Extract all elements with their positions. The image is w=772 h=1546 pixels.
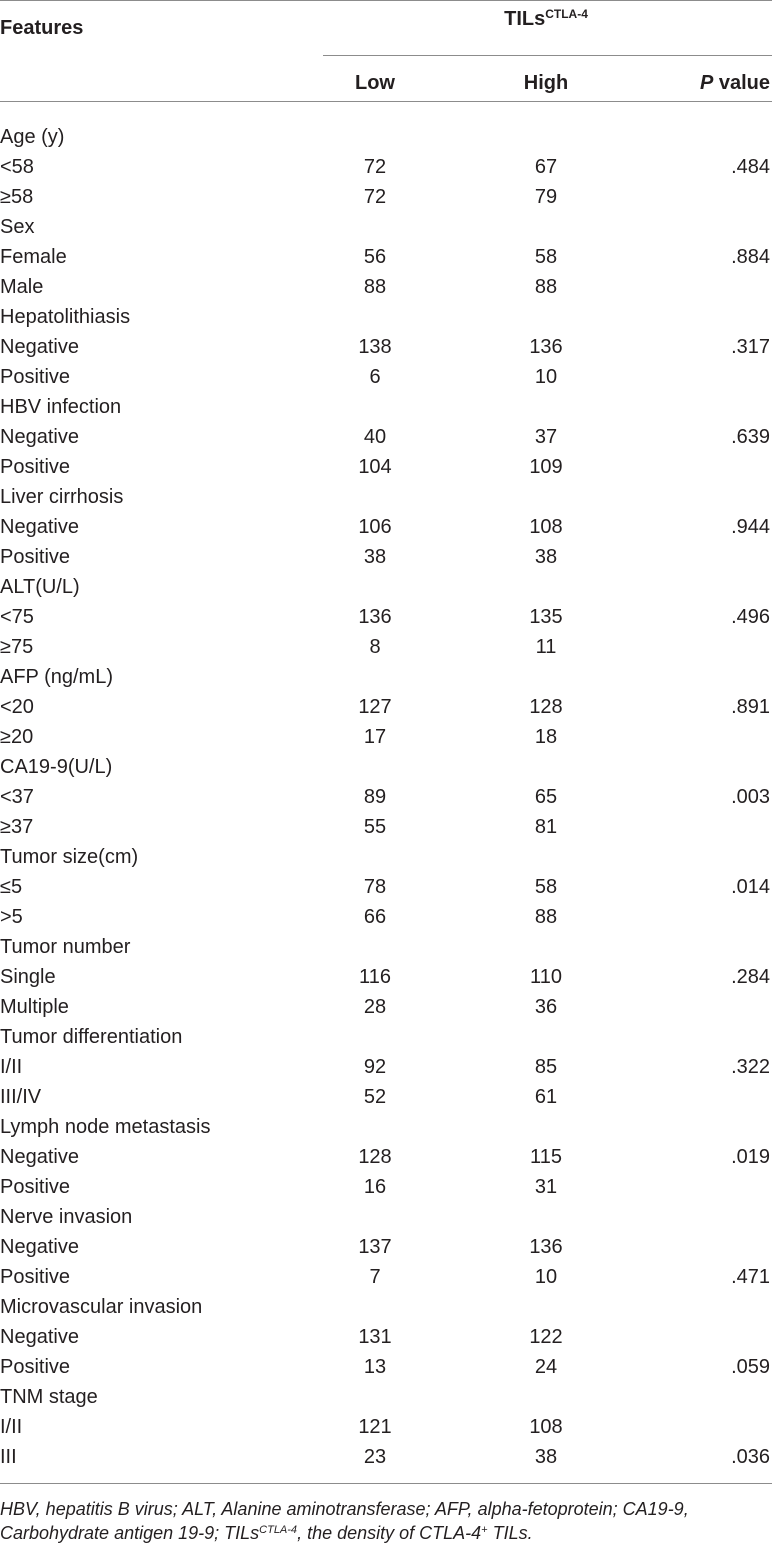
table-row (0, 902, 772, 932)
row-label: Positive (0, 1176, 71, 1198)
table-row (0, 1352, 772, 1382)
table-row (0, 932, 772, 962)
row-label: <75 (0, 606, 34, 628)
row-label: TNM stage (0, 1386, 98, 1408)
cell-high: 58 (534, 876, 558, 898)
cell-high: 31 (534, 1176, 558, 1198)
cell-high: 135 (529, 606, 563, 628)
row-label: <37 (0, 786, 34, 808)
table-row (0, 512, 772, 542)
header-features: Features (0, 17, 84, 39)
table-row (0, 632, 772, 662)
row-label: Positive (0, 1266, 71, 1288)
cell-low: 92 (363, 1056, 387, 1078)
cell-high: 36 (534, 996, 558, 1018)
cell-p-value: .944 (731, 516, 770, 538)
row-label: AFP (ng/mL) (0, 666, 113, 688)
row-label: ALT(U/L) (0, 576, 80, 598)
cell-p-value: .891 (731, 696, 770, 718)
header-high: High (523, 72, 569, 94)
row-label: Positive (0, 1356, 71, 1378)
cell-low: 88 (363, 276, 387, 298)
row-label: Male (0, 276, 44, 298)
cell-low: 28 (363, 996, 387, 1018)
row-label: CA19-9(U/L) (0, 756, 113, 778)
table-footnote (0, 1497, 772, 1545)
table-row (0, 782, 772, 812)
cell-low: 106 (358, 516, 392, 538)
row-label: Lymph node metastasis (0, 1116, 211, 1138)
table-row (0, 1322, 772, 1352)
footnote-text-1: HBV, hepatitis B virus; ALT, Alanine aminotransferase; AFP, alpha-fetoprotein; CA19-9, Carbohydrate antigen 19-9; TILs (0, 1499, 689, 1543)
cell-low: 38 (363, 546, 387, 568)
header-tils-group (504, 7, 588, 31)
group-header-rule (323, 55, 772, 56)
table-row (0, 152, 772, 182)
header-tils-main: TILs (504, 8, 546, 30)
row-label: Negative (0, 426, 79, 448)
row-label: ≥20 (0, 726, 34, 748)
row-label: ≤5 (0, 876, 23, 898)
table-row (0, 272, 772, 302)
table-row (0, 842, 772, 872)
row-label: Female (0, 246, 67, 268)
cell-p-value: .036 (731, 1446, 770, 1468)
cell-p-value: .059 (731, 1356, 770, 1378)
table-row (0, 872, 772, 902)
cell-low: 17 (363, 726, 387, 748)
cell-p-value: .014 (731, 876, 770, 898)
cell-low: 116 (359, 966, 391, 988)
table-row (0, 962, 772, 992)
cell-high: 65 (534, 786, 558, 808)
table-row (0, 572, 772, 602)
row-label: Tumor size(cm) (0, 846, 139, 868)
cell-high: 136 (529, 336, 563, 358)
table-row (0, 722, 772, 752)
top-rule (0, 0, 772, 1)
cell-high: 67 (534, 156, 558, 178)
cell-high: 109 (529, 456, 563, 478)
cell-high: 37 (534, 426, 558, 448)
row-label: Hepatolithiasis (0, 306, 131, 328)
row-label: Negative (0, 336, 79, 358)
cell-high: 79 (534, 186, 558, 208)
row-label: Positive (0, 366, 71, 388)
table-row (0, 992, 772, 1022)
table-row (0, 1082, 772, 1112)
cell-low: 137 (358, 1236, 392, 1258)
cell-low: 13 (363, 1356, 387, 1378)
row-label: Age (y) (0, 126, 65, 148)
cell-low: 72 (363, 156, 387, 178)
row-label: ≥58 (0, 186, 34, 208)
cell-p-value: .317 (731, 336, 770, 358)
row-label: Tumor differentiation (0, 1026, 183, 1048)
cell-high: 122 (529, 1326, 563, 1348)
cell-high: 10 (534, 1266, 558, 1288)
cell-low: 128 (358, 1146, 392, 1168)
cell-high: 88 (534, 276, 558, 298)
table-row (0, 122, 772, 152)
table-row (0, 1112, 772, 1142)
bottom-rule (0, 1483, 772, 1484)
table-row (0, 212, 772, 242)
row-label: Nerve invasion (0, 1206, 133, 1228)
row-label: III (0, 1446, 17, 1468)
cell-high: 88 (534, 906, 558, 928)
cell-low: 138 (358, 336, 392, 358)
cell-high: 85 (534, 1056, 558, 1078)
table-row (0, 182, 772, 212)
cell-low: 40 (363, 426, 387, 448)
row-label: Single (0, 966, 56, 988)
row-label: Sex (0, 216, 35, 238)
table-row (0, 1022, 772, 1052)
table-row (0, 1142, 772, 1172)
cell-low: 131 (358, 1326, 392, 1348)
cell-high: 110 (530, 966, 562, 988)
header-p-value (700, 71, 770, 95)
cell-low: 127 (358, 696, 392, 718)
cell-low: 78 (363, 876, 387, 898)
cell-p-value: .884 (731, 246, 770, 268)
row-label: HBV infection (0, 396, 122, 418)
cell-p-value: .003 (731, 786, 770, 808)
cell-p-value: .471 (731, 1266, 770, 1288)
table-row (0, 602, 772, 632)
table-row (0, 482, 772, 512)
cell-high: 81 (534, 816, 558, 838)
table-row (0, 1202, 772, 1232)
row-label: III/IV (0, 1086, 42, 1108)
cell-low: 55 (363, 816, 387, 838)
cell-high: 38 (534, 546, 558, 568)
row-label: Tumor number (0, 936, 131, 958)
cell-high: 38 (534, 1446, 558, 1468)
table-row (0, 362, 772, 392)
table-row (0, 1052, 772, 1082)
row-label: Positive (0, 456, 71, 478)
row-label: Liver cirrhosis (0, 486, 124, 508)
row-label: >5 (0, 906, 23, 928)
table-row (0, 662, 772, 692)
table-row (0, 332, 772, 362)
cell-p-value: .484 (731, 156, 770, 178)
footnote-sup-1: CTLA-4 (259, 1524, 298, 1536)
row-label: Negative (0, 1236, 79, 1258)
row-label: <20 (0, 696, 34, 718)
cell-low: 72 (363, 186, 387, 208)
table-row (0, 242, 772, 272)
cell-high: 115 (530, 1146, 562, 1168)
table-row (0, 1382, 772, 1412)
row-label: ≥37 (0, 816, 34, 838)
cell-p-value: .496 (731, 606, 770, 628)
cell-low: 56 (363, 246, 387, 268)
cell-p-value: .322 (731, 1056, 770, 1078)
table-row (0, 392, 772, 422)
cell-high: 108 (529, 1416, 563, 1438)
footnote-text-2: , the density of CTLA-4 (297, 1523, 482, 1543)
cell-high: 10 (534, 366, 558, 388)
table-row (0, 1262, 772, 1292)
cell-high: 24 (534, 1356, 558, 1378)
footnote-sup-2: + (481, 1524, 488, 1536)
table-row (0, 422, 772, 452)
row-label: <58 (0, 156, 34, 178)
table-row (0, 302, 772, 332)
table-row (0, 452, 772, 482)
cell-high: 128 (529, 696, 563, 718)
cell-p-value: .019 (731, 1146, 770, 1168)
table-row (0, 1412, 772, 1442)
table-row (0, 1232, 772, 1262)
table-row (0, 1442, 772, 1472)
cell-low: 6 (369, 366, 381, 388)
header-p-rest: value (713, 72, 770, 94)
row-label: Negative (0, 1326, 79, 1348)
row-label: I/II (0, 1056, 23, 1078)
header-p-italic: P (699, 72, 714, 94)
cell-p-value: .284 (731, 966, 770, 988)
cell-high: 61 (534, 1086, 558, 1108)
row-label: ≥75 (0, 636, 34, 658)
row-label: Multiple (0, 996, 69, 1018)
row-label: Positive (0, 546, 71, 568)
cell-low: 66 (363, 906, 387, 928)
table-row (0, 692, 772, 722)
cell-low: 136 (358, 606, 392, 628)
table-row (0, 1292, 772, 1322)
table-row (0, 542, 772, 572)
header-bottom-rule (0, 101, 772, 102)
footnote-text-3: TILs. (487, 1523, 533, 1543)
table-row (0, 1172, 772, 1202)
cell-low: 89 (363, 786, 387, 808)
cell-high: 136 (529, 1236, 563, 1258)
table-body (0, 122, 772, 1472)
table-row (0, 752, 772, 782)
cell-low: 52 (363, 1086, 387, 1108)
row-label: Negative (0, 1146, 79, 1168)
cell-low: 16 (363, 1176, 387, 1198)
cell-high: 11 (535, 636, 557, 658)
row-label: I/II (0, 1416, 23, 1438)
cell-low: 104 (358, 456, 392, 478)
cell-low: 121 (358, 1416, 392, 1438)
cell-low: 7 (369, 1266, 381, 1288)
header-tils-superscript: CTLA-4 (545, 7, 588, 21)
cell-high: 18 (534, 726, 558, 748)
cell-high: 108 (529, 516, 563, 538)
cell-low: 23 (363, 1446, 387, 1468)
cell-high: 58 (534, 246, 558, 268)
table-row (0, 812, 772, 842)
row-label: Microvascular invasion (0, 1296, 203, 1318)
cell-p-value: .639 (731, 426, 770, 448)
row-label: Negative (0, 516, 79, 538)
header-low: Low (355, 72, 395, 94)
cell-low: 8 (369, 636, 381, 658)
